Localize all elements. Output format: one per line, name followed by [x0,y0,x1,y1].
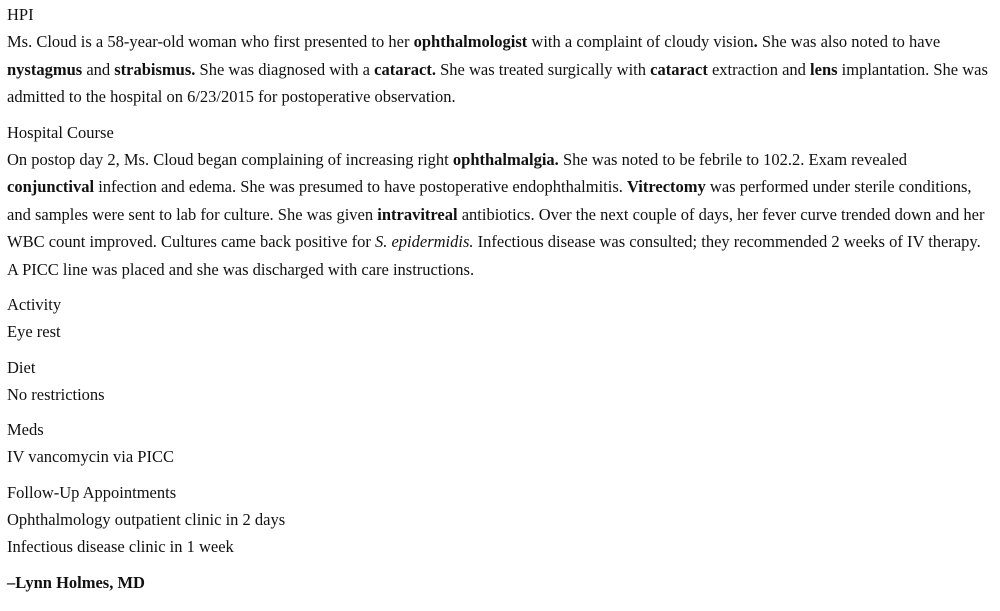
section-hospital-course [7,119,994,284]
text-run: She was also noted to have [757,32,941,51]
bold-term: ophthalmologist [413,32,528,51]
section-follow-up [7,479,994,561]
section-meds [7,416,994,471]
text-run: antibiotics. Over the next couple of days, her fever curve trended down and her WBC count improved. Cultures came back positive for [7,204,985,251]
italic-term: S. epidermidis. [374,232,474,251]
section-activity [7,291,994,346]
hpi-heading: HPI [7,5,34,24]
text-run: implantation. She was admitted to the hospital on 6/23/2015 for postoperative observation. [7,59,988,106]
bold-term: strabismus. [114,59,196,79]
bold-term: cataract [650,59,708,79]
bold-term: cataract. [374,59,436,79]
text-run: She was treated surgically with [435,59,651,79]
text-run: with a complaint of cloudy vision [527,32,754,51]
meds-heading: Meds [7,420,44,439]
hpi-text [7,28,994,111]
text-run: On postop day 2, Ms. Cloud began complaining of increasing right [7,149,453,169]
bold-term: lens [810,59,838,79]
follow-up-line: Ophthalmology outpatient clinic in 2 days [7,509,286,529]
bold-term: Vitrectomy [627,177,706,196]
section-hpi [7,0,994,111]
bold-term: . [753,32,758,51]
follow-up-line: Infectious disease clinic in 1 week [7,537,234,556]
bold-term: ophthalmalgia. [452,149,559,169]
text-run: infection and edema. She was presumed to have postoperative endophthalmitis. [94,177,627,196]
text-run: Infectious disease was consulted; they recommended 2 weeks of IV therapy. A PICC line was placed and she was discharged with care instructions. [7,232,981,279]
bold-term: intravitreal [377,204,458,224]
bold-term: conjunctival [7,177,95,196]
text-run: and [82,59,115,79]
text-run: was performed under sterile conditions, and samples were sent to lab for culture. She was given [7,177,972,224]
bold-term: nystagmus [7,59,83,79]
section-diet [7,354,994,409]
text-run: She was diagnosed with a [195,59,375,79]
meds-line: IV vancomycin via PICC [7,447,174,466]
hospital-course-heading: Hospital Course [7,122,114,142]
signature: –Lynn Holmes, MD [7,572,145,592]
follow-up-heading: Follow-Up Appointments [7,482,177,502]
text-run: extraction and [707,59,811,79]
diet-line: No restrictions [7,384,105,404]
text-run: She was noted to be febrile to 102.2. Exam revealed [558,149,908,169]
hospital-course-text [7,146,994,284]
activity-line: Eye rest [7,322,61,341]
text-run: Ms. Cloud is a 58-year-old woman who first presented to her [7,32,414,51]
activity-heading: Activity [7,295,62,314]
diet-heading: Diet [7,357,36,377]
